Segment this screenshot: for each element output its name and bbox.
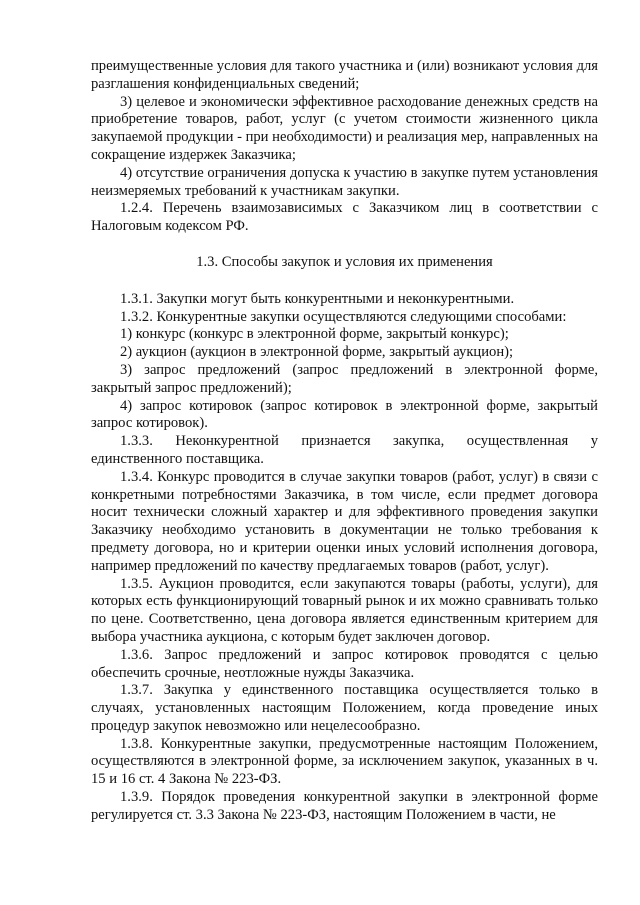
paragraph-1-3-7: 1.3.7. Закупка у единственного поставщика осуществляется только в случаях, установленных настоящим Положением, когда проведение иных процедур закупок невозможно или нецелесообразно. [91,682,598,734]
paragraph-1-3-5: 1.3.5. Аукцион проводится, если закупаются товары (работы, услуги), для которых есть функционирующий товарный рынок и их можно сравнивать только по цене. Соответственно, цена договора является единственным критерием для выбора участника аукциона, с которым будет заключен договор. [91,575,598,645]
paragraph-continuation: преимущественные условия для такого участника и (или) возникают условия для разглашения конфиденциальных сведений; [91,58,598,92]
paragraph-1-3-9: 1.3.9. Порядок проведения конкурентной закупки в электронной форме регулируется ст. 3.3 Закона № 223-ФЗ, настоящим Положением в части, не [91,789,598,823]
paragraph-1-3-6: 1.3.6. Запрос предложений и запрос котировок проводятся с целью обеспечить срочные, неотложные нужды Заказчика. [91,646,598,681]
paragraph-1-3-4: 1.3.4. Конкурс проводится в случае закупки товаров (работ, услуг) в связи с конкретными потребностями Заказчика, в том числе, если предмет договора носит технически сложный характер и для эффективного проведения закупки Заказчику необходимо установить в документации не только требования к предмету договора, но и критерии оценки иных условий исполнения договора, например предложений по качеству предлагаемых товаров (работ, услуг). [91,468,598,574]
list-item-zapros-predlozheniy: 3) запрос предложений (запрос предложений в электронной форме, закрытый запрос предложений); [91,361,598,396]
paragraph-1-3-1: 1.3.1. Закупки могут быть конкурентными и неконкурентными. [120,290,515,307]
paragraph-1-3-2: 1.3.2. Конкурентные закупки осуществляются следующими способами: [120,308,567,325]
list-item-konkurs: 1) конкурс (конкурс в электронной форме, закрытый конкурс); [120,326,509,343]
paragraph-item-4: 4) отсутствие ограничения допуска к участию в закупке путем установления неизмеряемых требований к участникам закупки. [91,164,598,199]
list-item-zapros-kotirovok: 4) запрос котировок (запрос котировок в электронной форме, закрытый запрос котировок). [91,397,598,432]
paragraph-item-3: 3) целевое и экономически эффективное расходование денежных средств на приобретение товаров, работ, услуг (с учетом стоимости жизненного цикла закупаемой продукции - при необходимости) и реализация мер, направленных на сокращение издержек Заказчика; [91,93,598,163]
list-item-auktsion: 2) аукцион (аукцион в электронной форме, закрытый аукцион); [120,344,514,361]
paragraph-1-2-4: 1.2.4. Перечень взаимозависимых с Заказчиком лиц в соответствии с Налоговым кодексом РФ. [91,200,598,235]
paragraph-1-3-3: 1.3.3. Неконкурентной признается закупка, осуществленная у единственного поставщика. [91,433,598,467]
section-heading: 1.3. Способы закупок и условия их применения [196,253,493,270]
paragraph-1-3-8: 1.3.8. Конкурентные закупки, предусмотренные настоящим Положением, осуществляются в электронной форме, за исключением закупок, указанных в ч. 15 и 16 ст. 4 Закона № 223-ФЗ. [91,735,598,788]
document-page [91,58,598,825]
